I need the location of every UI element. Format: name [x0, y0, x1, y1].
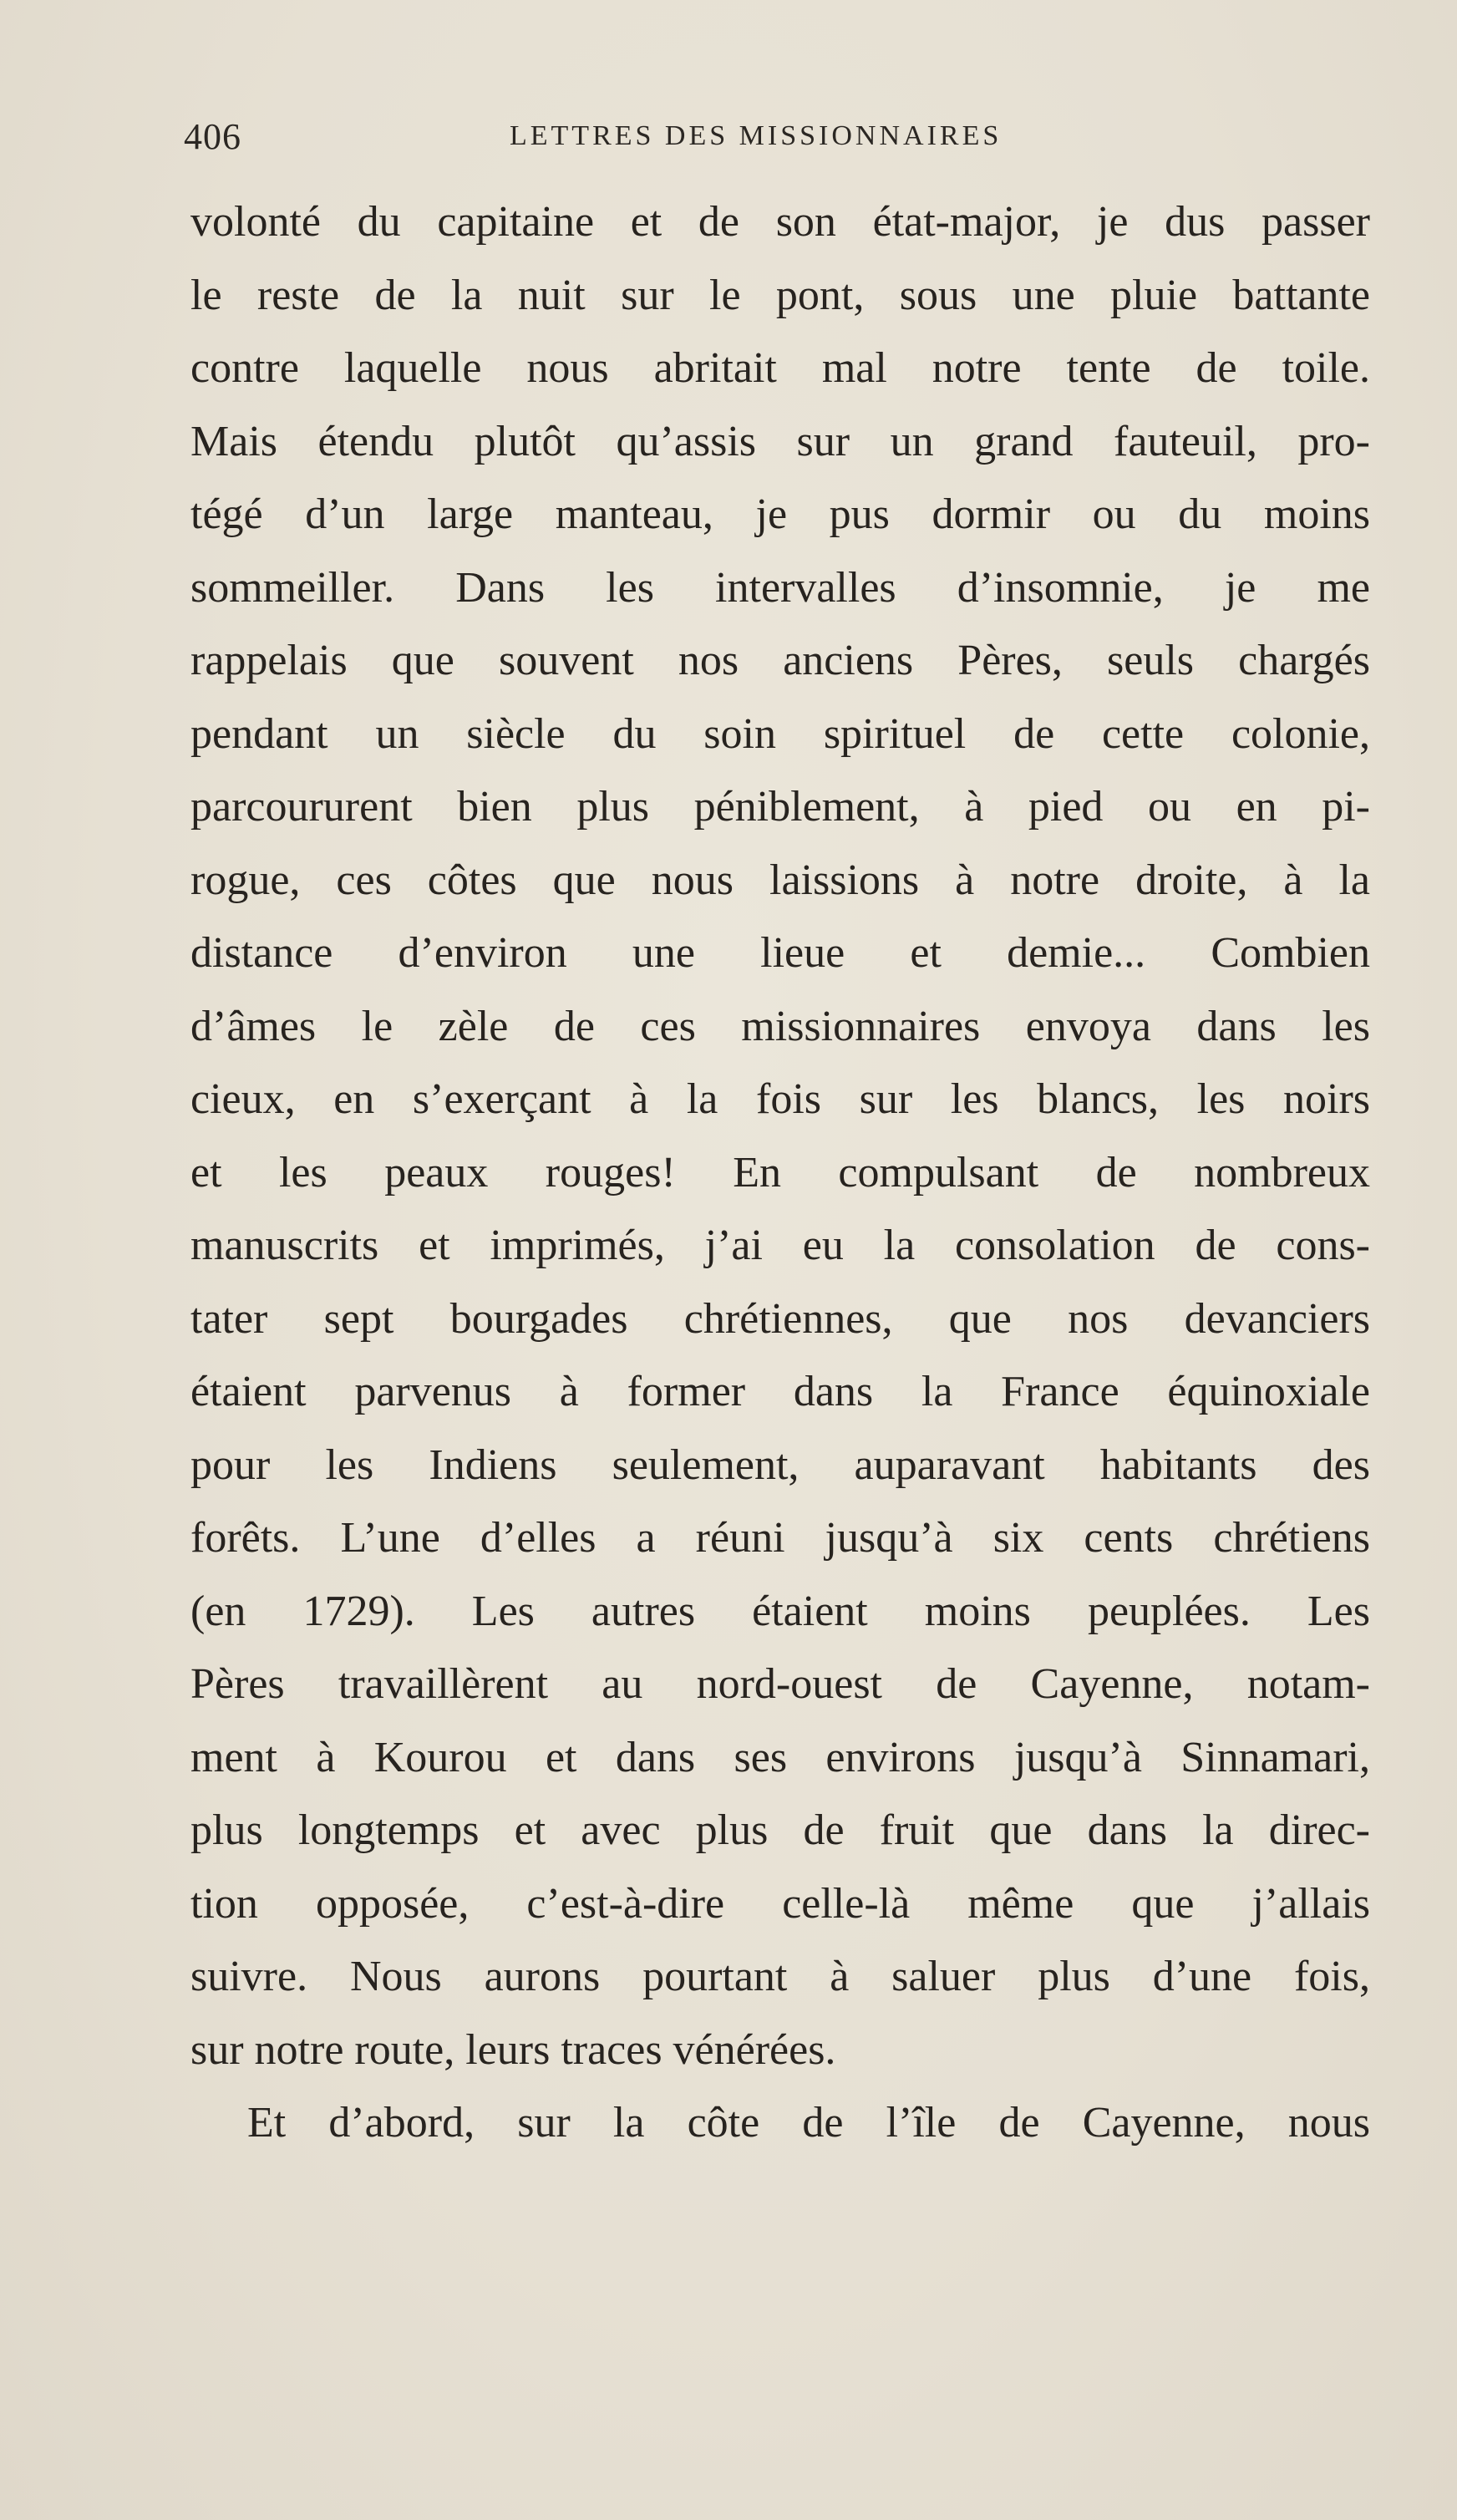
text-line: suivre. Nous aurons pourtant à saluer plus d’une fois,	[190, 1953, 1370, 2000]
text-line: et les peaux rouges! En compulsant de nombreux	[190, 1148, 1370, 1196]
text-line: parcoururent bien plus péniblement, à pied ou en pi-	[190, 783, 1370, 831]
body-text	[190, 185, 1370, 2160]
text-line: pendant un siècle du soin spirituel de cette colonie,	[190, 709, 1370, 758]
text-line: sur notre route, leurs traces vénérées.	[190, 2025, 836, 2074]
text-line: sommeiller. Dans les intervalles d’insomnie, je me	[190, 563, 1370, 612]
text-line: (en 1729). Les autres étaient moins peuplées. Les	[190, 1587, 1370, 1635]
text-line: cieux, en s’exerçant à la fois sur les blancs, les noirs	[190, 1075, 1370, 1123]
text-line: tater sept bourgades chrétiennes, que nos devanciers	[190, 1294, 1370, 1343]
text-line: le reste de la nuit sur le pont, sous une pluie battante	[190, 271, 1370, 319]
text-line: Mais étendu plutôt qu’assis sur un grand fauteuil, pro-	[190, 417, 1370, 465]
running-head: LETTRES DES MISSIONNAIRES	[510, 120, 1003, 151]
text-line: Pères travaillèrent au nord-ouest de Cayenne, notam-	[190, 1660, 1370, 1708]
text-line: volonté du capitaine et de son état-major, je dus passer	[190, 198, 1370, 246]
text-line: ment à Kourou et dans ses environs jusqu’à Sinnamari,	[190, 1733, 1370, 1781]
text-line: forêts. L’une d’elles a réuni jusqu’à six cents chrétiens	[190, 1514, 1370, 1562]
text-line: distance d’environ une lieue et demie... Combien	[190, 929, 1370, 977]
text-line: d’âmes le zèle de ces missionnaires envoya dans les	[190, 1002, 1370, 1050]
text-line: pour les Indiens seulement, auparavant habitants des	[190, 1440, 1370, 1489]
text-line: manuscrits et imprimés, j’ai eu la consolation de cons-	[190, 1222, 1370, 1269]
text-line: étaient parvenus à former dans la France équinoxiale	[190, 1368, 1370, 1415]
text-line: contre laquelle nous abritait mal notre tente de toile.	[190, 344, 1370, 392]
text-line: plus longtemps et avec plus de fruit que dans la direc-	[190, 1806, 1370, 1854]
paragraph-first-line: Et d’abord, sur la côte de l’île de Cayenne, nous	[247, 2099, 1370, 2147]
text-line: tégé d’un large manteau, je pus dormir ou du moins	[190, 490, 1370, 538]
text-line: rogue, ces côtes que nous laissions à notre droite, à la	[190, 856, 1370, 904]
page-header	[184, 115, 1370, 165]
text-line: tion opposée, c’est-à-dire celle-là même que j’allais	[190, 1879, 1370, 1928]
page-number: 406	[184, 116, 241, 157]
text-line: rappelais que souvent nos anciens Pères, seuls chargés	[190, 637, 1370, 684]
